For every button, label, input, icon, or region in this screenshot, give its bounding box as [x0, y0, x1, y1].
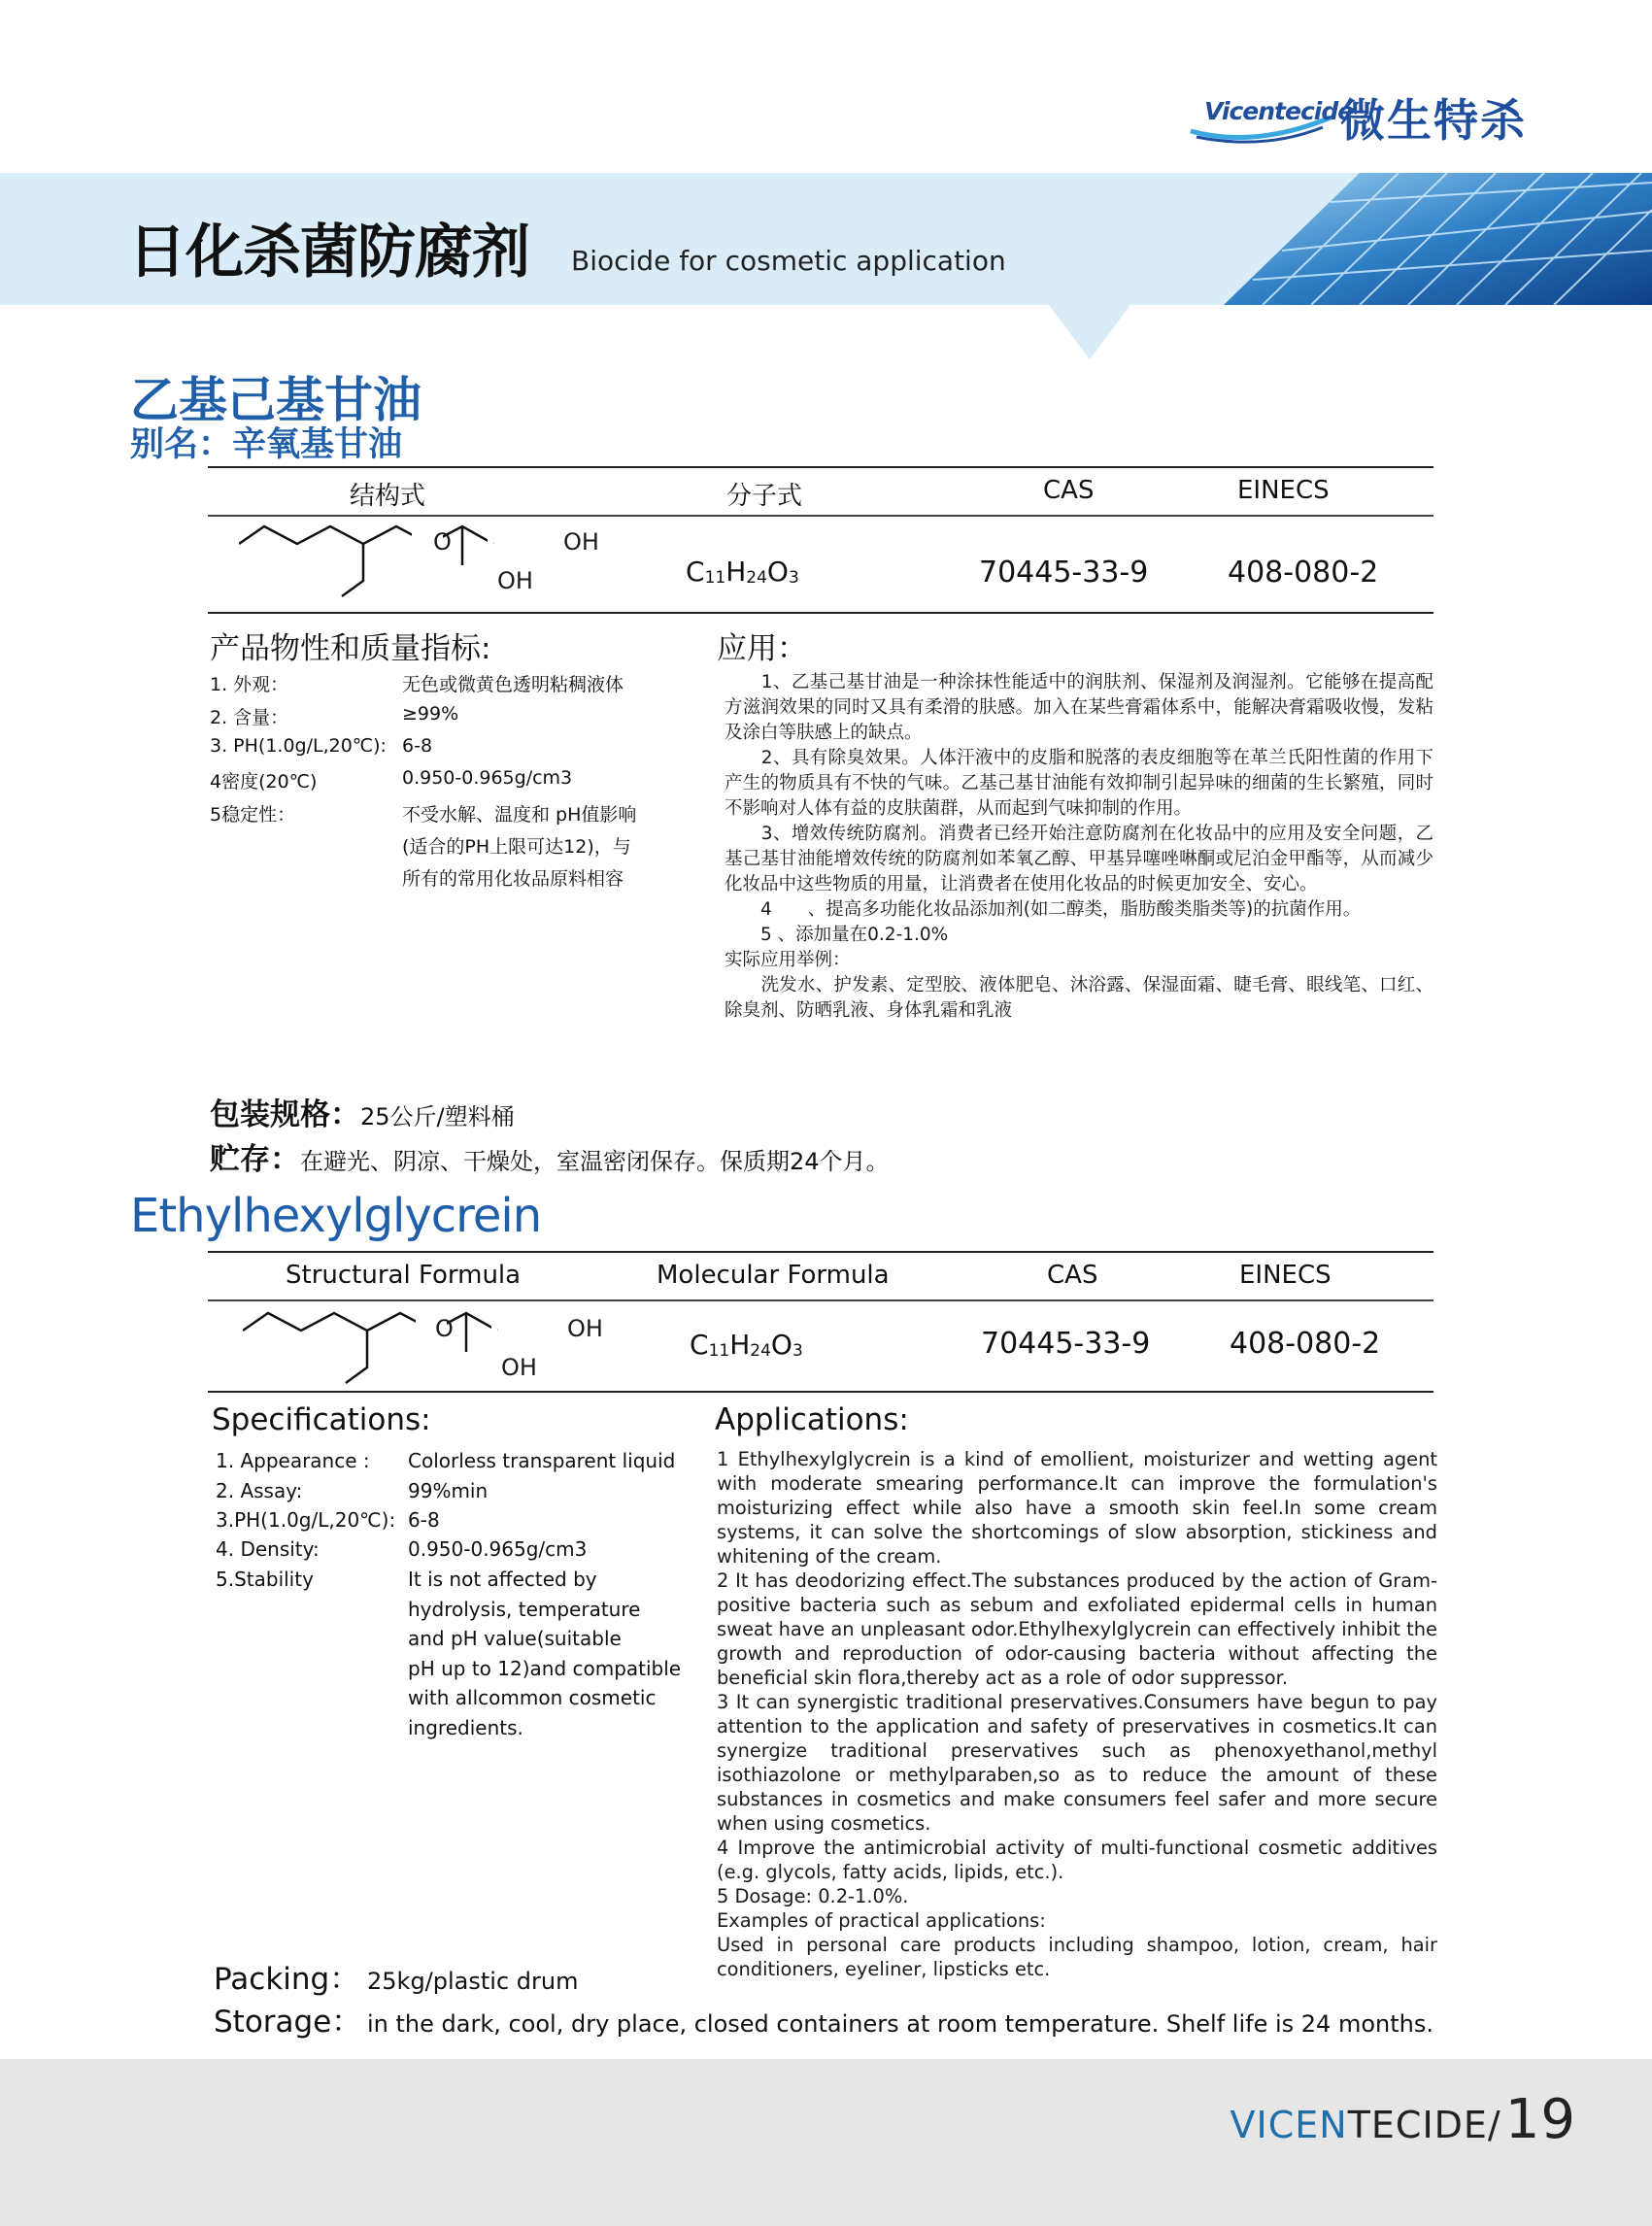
en-spec-value: pH up to 12)and compatible	[408, 1657, 682, 1680]
cn-product-alias: 别名：辛氧基甘油	[130, 425, 403, 464]
en-spec-value: ingredients.	[408, 1716, 523, 1739]
cn-app-paragraph: 2、具有除臭效果。人体汗液中的皮脂和脱落的表皮细胞等在革兰氏阳性菌的作用下产生的物质具有不快的气味。乙基己基甘油能有效抑制引起异味的细菌的生长繁殖，同时不影响对人体有益的皮肤菌群，从而起到气味抑制的作用。	[725, 748, 1433, 819]
en-spec-value: It is not affected by	[408, 1568, 597, 1591]
en-app-paragraph: 5 Dosage: 0.2-1.0%.	[717, 1885, 909, 1907]
cn-col-structure: 结构式	[350, 482, 426, 511]
cn-storage-label: 贮存：	[210, 1142, 300, 1177]
footer-brand-part-a: VICEN	[1230, 2104, 1348, 2146]
en-spec-label: 5.Stability	[216, 1568, 314, 1591]
banner-subtitle: Biocide for cosmetic application	[571, 245, 1006, 277]
footer-brand	[1231, 2088, 1576, 2151]
en-molecular-formula: $C_{11}H_{24}O_3$	[690, 1329, 803, 1361]
en-spec-value: hydrolysis, temperature	[408, 1598, 641, 1621]
en-spec-label: 1. Appearance :	[216, 1449, 370, 1472]
en-packing-label: Packing：	[214, 1962, 360, 1997]
en-table-mid-rule	[208, 1299, 1433, 1301]
en-col-structure: Structural Formula	[286, 1261, 522, 1290]
en-structural-formula-diagram	[243, 1307, 524, 1385]
en-structure-oh-bottom: OH	[501, 1354, 537, 1381]
en-spec-label: 3.PH(1.0g/L,20℃):	[216, 1508, 396, 1532]
en-applications	[717, 1447, 1437, 1981]
en-storage	[214, 1997, 1433, 2040]
en-spec-value: 0.950-0.965g/cm3	[408, 1537, 588, 1561]
cn-app-paragraph: 洗发水、护发素、定型胶、液体肥皂、沐浴露、保湿面霜、睫毛膏、眼线笔、口红、除臭剂、防晒乳液、身体乳霜和乳液	[725, 975, 1433, 1021]
cn-spec-value: (适合的PH上限可达12)，与	[402, 836, 631, 858]
banner-glass-building-image	[1165, 173, 1652, 305]
banner-notch	[1049, 305, 1130, 359]
en-app-paragraph: Examples of practical applications:	[717, 1909, 1046, 1932]
cn-table-mid-rule	[208, 515, 1433, 517]
cn-product-name: 乙基己基甘油	[130, 372, 421, 428]
cn-spec-value: 所有的常用化妆品原料相容	[402, 868, 624, 890]
en-col-cas: CAS	[1047, 1261, 1098, 1290]
cn-spec-label: 3. PH(1.0g/L,20℃):	[210, 735, 387, 757]
cn-col-cas: CAS	[1043, 476, 1095, 505]
en-app-paragraph: Used in personal care products including shampoo, lotion, cream, hair conditioners, eyeliner, lipsticks etc.	[717, 1934, 1437, 1980]
cn-table-bottom-rule	[208, 612, 1433, 614]
en-spec-value: Colorless transparent liquid	[408, 1449, 676, 1472]
cn-app-paragraph: 5 、添加量在0.2-1.0%	[725, 925, 949, 945]
en-app-paragraph: 1 Ethylhexylglycrein is a kind of emollient, moisturizer and wetting agent with moderate smearing performance.It can improve the formulation's moisturizing effect while also have a smooth skin feel.In some cream systems, it can solve the shortcomings of slow absorption, stickiness and whitening of the cream.	[717, 1448, 1437, 1568]
cn-spec-value: 0.950-0.965g/cm3	[402, 767, 573, 789]
en-structure-oh-top: OH	[567, 1315, 603, 1342]
en-spec-value: with allcommon cosmetic	[408, 1686, 657, 1709]
en-col-formula: Molecular Formula	[657, 1261, 890, 1290]
en-storage-label: Storage：	[214, 2005, 362, 2040]
en-structure-o: O	[435, 1315, 454, 1342]
en-spec-value: and pH value(suitable	[408, 1627, 622, 1650]
cn-structure-oh-top: OH	[563, 528, 599, 556]
en-storage-value: in the dark, cool, dry place, closed containers at room temperature. Shelf life is 24 months.	[367, 2010, 1433, 2038]
page-number: 19	[1504, 2088, 1576, 2151]
en-table-top-rule	[208, 1251, 1433, 1253]
en-product-name: Ethylhexylglycrein	[130, 1189, 542, 1243]
cn-table-top-rule	[208, 466, 1433, 468]
en-spec-label: 4. Density:	[216, 1537, 320, 1561]
cn-spec-label: 1. 外观：	[210, 674, 289, 695]
cn-storage	[210, 1134, 890, 1178]
cn-spec-label: 5稳定性：	[210, 804, 296, 826]
cn-structure-oh-bottom: OH	[497, 567, 533, 594]
cn-spec-value: ≥99%	[402, 703, 459, 725]
cn-col-formula: 分子式	[726, 482, 803, 511]
cn-app-paragraph: 3、增效传统防腐剂。消费者已经开始注意防腐剂在化妆品中的应用及安全问题，乙基己基甘油能增效传统的防腐剂如苯氧乙醇、甲基异噻唑啉酮或尼泊金甲酯等，从而减少化妆品中这些物质的用量，让消费者在使用化妆品的时候更加安全、安心。	[725, 824, 1433, 894]
cn-packing-label: 包装规格：	[210, 1097, 360, 1132]
footer-brand-part-b: TECIDE/	[1347, 2104, 1501, 2146]
en-cas-value: 70445-33-9	[981, 1327, 1151, 1361]
logo-swoosh-icon	[1187, 88, 1354, 147]
en-app-paragraph: 2 It has deodorizing effect.The substances produced by the action of Gram-positive bacteria such as sebum and exfoliated epidermal cells in human sweat have an unpleasant odor.Ethylhexylglycrein can effectively inhibit the growth and reproduction of odor-causing bacteria without affecting the beneficial skin flora,thereby act as a role of odor suppressor.	[717, 1569, 1437, 1689]
logo-latin-text: Vicentecide	[1204, 97, 1354, 125]
en-app-paragraph: 4 Improve the antimicrobial activity of multi-functional cosmetic additives (e.g. glycols, fatty acids, lipids, etc.).	[717, 1837, 1437, 1883]
en-spec-value: 6-8	[408, 1508, 440, 1532]
cn-spec-label: 4密度(20℃)	[210, 771, 318, 793]
banner-title: 日化杀菌防腐剂	[128, 219, 529, 287]
cn-molecular-formula: $C_{11}H_{24}O_3$	[686, 556, 799, 588]
cn-spec-title: 产品物性和质量指标:	[210, 631, 491, 666]
en-packing	[214, 1954, 578, 1998]
en-col-einecs: EINECS	[1239, 1261, 1332, 1290]
cn-app-paragraph: 1、乙基己基甘油是一种涂抹性能适中的润肤剂、保湿剂及润湿剂。它能够在提高配方滋润效果的同时又具有柔滑的肤感。加入在某些膏霜体系中，能解决膏霜吸收慢，发粘及涂白等肤感上的缺点。	[725, 672, 1433, 743]
cn-storage-value: 在避光、阴凉、干燥处，室温密闭保存。保质期24个月。	[300, 1148, 890, 1175]
cn-app-paragraph: 4 、提高多功能化妆品添加剂(如二醇类，脂肪酸类脂类等)的抗菌作用。	[725, 899, 1362, 920]
cn-spec-value: 无色或微黄色透明粘稠液体	[402, 674, 624, 695]
cn-structure-o: O	[433, 528, 452, 556]
cn-packing	[210, 1090, 515, 1133]
cn-spec-value: 6-8	[402, 735, 433, 757]
cn-spec-label: 2. 含量：	[210, 707, 289, 728]
en-table-bottom-rule	[208, 1391, 1433, 1393]
en-app-title: Applications:	[715, 1402, 909, 1437]
cn-cas-value: 70445-33-9	[979, 556, 1149, 590]
brand-logo	[1187, 85, 1527, 150]
cn-app-paragraph: 实际应用举例：	[725, 950, 851, 970]
cn-einecs-value: 408-080-2	[1228, 556, 1379, 590]
en-einecs-value: 408-080-2	[1230, 1327, 1381, 1361]
en-spec-title: Specifications:	[212, 1402, 431, 1437]
cn-col-einecs: EINECS	[1237, 476, 1330, 505]
cn-structural-formula-diagram	[239, 521, 521, 598]
cn-packing-value: 25公斤/塑料桶	[360, 1103, 515, 1130]
logo-cn-text: 微生特杀	[1340, 94, 1527, 147]
en-spec-value: 99%min	[408, 1479, 489, 1502]
en-packing-value: 25kg/plastic drum	[367, 1968, 579, 1995]
en-app-paragraph: 3 It can synergistic traditional preservatives.Consumers have begun to pay attention to the application and safety of preservatives in cosmetics.It can synergize traditional preservatives such as phenoxyethanol,methyl isothiazolone or methylparaben,so as to reduce the amount of these substances in cosmetics and make consumers feel safer and more secure when using cosmetics.	[717, 1691, 1437, 1835]
cn-applications	[725, 670, 1433, 1024]
cn-app-title: 应用：	[717, 631, 807, 666]
en-spec-label: 2. Assay:	[216, 1479, 303, 1502]
cn-spec-value: 不受水解、温度和 pH值影响	[402, 804, 637, 826]
